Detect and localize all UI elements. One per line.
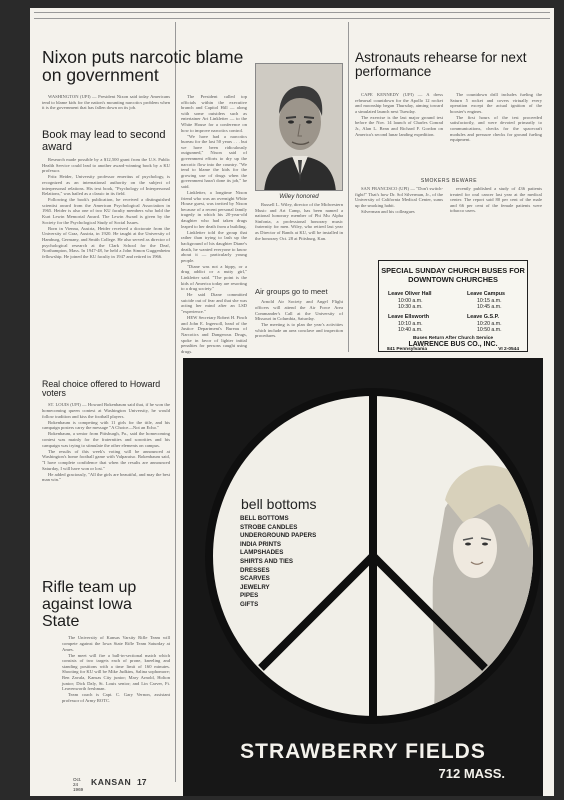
paragraph: Silverman and his colleagues [361,208,415,214]
paragraph: SAN FRANCISCO (UPI) — "Don't switch-fight!" That's how Dr. Sol Silverman, Jr., of the University of California Medical Center, sums up the smoking habit. [355,186,443,208]
astronauts-headline: Astronauts rehearse for next performance [355,50,527,80]
bus-stop [388,291,431,311]
paragraph: The President called top officials within the executive branch and Capitol Hill — along with some outsiders such as entertainer Art Linkletter — to the White House for a conference on how to improve narcotics control. [181,94,247,133]
bus-stop-name: Leave G.S.P. [467,314,499,320]
smokers-body-col1 [355,186,443,252]
paragraph: Following the book's publication, he received a distinguished scientist award from the American Psychological Association in 1965. Heider is also one of two KU faculty members who hold the Kurt Lewin Memorial Award. The Lewin Award is given by the Society for the Psychological Study of Social Issues. [42,197,170,225]
product-item: PIPES [240,592,259,600]
paragraph: CAPE KENNEDY (UPI) — A dress rehearsal countdown for the Apollo 12 rocket and moonship began Thursday, aiming toward a simulated launch next Tuesday. [355,92,443,114]
bus-address: 841 Pennsylvania [387,347,427,352]
product-item: JEWELRY [240,583,270,591]
paragraph: WASHINGTON (UPI) — President Nixon said today Americans tend to blame kids for the nation's mounting narcotics problem when it is the government that has fallen down on its job. [42,94,170,111]
folio-page-number: 17 [137,777,147,787]
smokers-headline: SMOKERS BEWARE [420,178,478,184]
nixon-body-col2 [181,94,247,356]
strawberry-fields-ad [183,358,543,796]
paragraph: Team coach is Capt. C. Gary Vernon, assistant professor of Army ROTC. [62,692,170,703]
paragraph: HEW Secretary Robert H. Finch and John E. Ingersoll, head of the Justice Department's Bureau of Narcotics and Dangerous Drugs, spoke in favor of lighter initial penalties for persons caught using drugs. [181,315,247,354]
wiley-body [255,202,343,282]
paragraph: Russell L. Wiley, director of the Midwestern Music and Art Camp, has been named a national honorary member of Phi Mu Alpha Sinfonia, a professional honorary music fraternity for men. Wiley, who retired last year as Director of Bands at KU, will be installed in the honorary Oct. 28 at Pittsburg, Kan. [255,202,343,241]
bus-ad-title: SPECIAL SUNDAY CHURCH BUSES FOR DOWNTOWN CHURCHES [381,266,525,284]
product-item: GIFTS [240,600,259,608]
airgroups-headline: Air groups go to meet [255,287,328,296]
book-article [42,130,170,360]
product-item: STROBE CANDLES [240,523,298,531]
choice-headline: Real choice offered to Howard voters [42,380,161,399]
product-item: SCARVES [240,575,270,583]
bus-time: 10:10 a.m. [398,320,423,327]
bus-time: 10:45 a.m. [477,304,502,311]
column-rule [348,22,349,352]
paragraph: The results of this week's voting will be announced at Washington's home football game with Valparaiso. Bokenbaum said, "I have complete confidence that when the results are announced Saturday, I will have won or lost." [42,448,170,471]
paragraph: The meet will fire a ball-in-sectional match which consists of two targets each of prone, kneeling and standing positions with a time limit of 160 minutes. Shooting for KU will be Mike Judkins, Salina sophomore; Ben Zavala, Kansas City junior; Mary Arnold, Holton junior; Dick Daly, St. Louis senior; and Lin Carver, Ft. Leavenworth freshman. [62,652,170,692]
bus-time: 10:20 a.m. [477,320,502,327]
paragraph: He added graciously, "All the girls are beautiful, and may the best man win." [42,471,170,483]
store-address: 712 MASS. [438,766,505,781]
store-name: STRAWBERRY FIELDS [240,740,486,763]
choice-article [42,380,170,575]
book-headline: Book may lead to second award [42,130,166,153]
paragraph: "Diane was not a hippy, or a drug addict or a nutty girl," Linkletter said. "The point is the kids of America today are resorting to a drug society." [181,263,247,292]
bus-stop [467,314,502,334]
astronauts-body-col1 [355,92,443,174]
wiley-photo [255,63,343,191]
bus-company: LAWRENCE BUS CO., INC. [408,341,498,348]
bus-time: 10:40 a.m. [398,327,423,334]
newspaper-page [30,8,554,796]
paragraph: Born in Vienna, Austria, Heider received a doctorate from the University of Graz, Austria, in 1920. He taught at the University of Hamburg, Germany, and Smith College. He also served as director of psychological research at the Clark School for the Deaf, Northampton, Mass. In 1947-48, he held a John Simon Guggenheim fellowship. He joined the KU faculty in 1947 and retired in 1966. [42,225,170,259]
bus-stop-name: Leave Campus [467,291,506,297]
top-rule [34,12,550,13]
photo-caption: Wiley honored [279,193,319,200]
paragraph: He said Diane committed suicide out of fear and that she was acting her mind after an LSD "experience." [181,292,247,315]
paragraph: The meeting is to plan the year's activities which include an area conclave and inspection procedures. [255,322,343,339]
product-item: LAMPSHADES [240,549,284,557]
top-rule-thin [34,18,550,19]
bus-time: 10:15 a.m. [477,297,502,304]
paragraph: The University of Kansas Varsity Rifle Team will compete against the Iowa State Rifle Team Saturday at Ames. [62,635,170,652]
paragraph: "We have had a narcotics bureau for the last 50 years . . . but we have been ridiculously outgunned," Nixon said of government efforts to dry up the narcotic flow into the country. "We tend to blame the kids for the growing use of drugs when the government hasn't done its job," he said. [181,133,247,189]
bus-phone: VI 2-0544 [498,347,519,352]
airgroups-article [255,284,343,356]
product-list [240,515,316,610]
bus-time: 10:30 a.m. [398,304,423,311]
bus-return-note: Buses Return After Church Service [412,336,494,341]
bus-time: 10:00 a.m. [398,297,423,304]
rifle-headline: Rifle team up against Iowa State [42,580,137,630]
column-rule [175,22,176,782]
paragraph: The countdown drill includes fueling the Saturn 5 rocket and covers virtually every operation except the actual ignition of the booster's engines. [450,92,542,114]
peace-sign-graphic [183,358,543,738]
folio-paper-name: KANSAN [91,777,132,787]
nixon-body-col1 [42,94,170,128]
bus-stop-name: Leave Ellsworth [388,314,430,320]
product-item: UNDERGROUND PAPERS [240,532,317,540]
bus-stop [467,291,505,311]
paragraph: Linkletter told the group that rather than trying to lash up the background of his daughter Diane's death, he wanted everyone to know about it — particularly young people. [181,229,247,263]
bus-stop-name: Leave Oliver Hall [388,291,432,297]
paragraph: Fritz Heider, University professor emeritus of psychology, is recognized as an international authority on the subject of interpersonal relations. His text book, "Psychology of Interpersonal Relations," was hailed as a classic in its field. [42,174,170,197]
ad-heading: bell bottoms [241,496,317,512]
folio-date-line: Oct. 24 [73,777,82,787]
bus-time: 10:50 a.m. [477,327,502,334]
bus-ad [378,260,528,352]
bus-stop [388,314,429,334]
product-item: BELL BOTTOMS [240,515,289,522]
paragraph: Linkletter, a longtime Nixon friend who was an overnight White House guest, was invited by Nixon because of a recent personal family tragedy in which his 20-year-old daughter who had taken drugs leaped to her death from a building. [181,190,247,229]
paragraph: ST. LOUIS (UPI) — Howard Bokenbaum said that, if he won the homecoming queen contest at Washington University, he would follow tradition and kiss the football players. [42,402,170,419]
smokers-body-col2 [450,186,542,252]
paragraph: Arnold Air Society and Angel Flight officers will attend the Air Force Area Commander's Call at the University of Missouri in Columbia, Saturday. [255,299,343,322]
paragraph: The first hours of the test proceeded satisfactorily, and were devoted primarily to communications, checks for the spacecraft modules and pressure checks for ground fueling equipment. [450,114,542,143]
paragraph: The exercise is the last major ground test before the Nov. 14 launch of Charles Conrad Jr., Alan L. Bean and Richard F. Gordon on America's second lunar landing expedition. [355,114,443,137]
product-item: INDIA PRINTS [240,540,282,548]
paragraph: recently published a study of 436 patients treated for oral cancer last year at the medical center. The report said 80 per cent of the male and 66 per cent of the female patients were tobacco users. [450,186,542,214]
paragraph: Bokenbaum is competing with 11 girls for the title, and his campaign posters carry the message "A Choice—Not an Echo." [42,419,170,431]
nixon-headline: Nixon puts narcotic blame on government [42,47,244,86]
product-item: DRESSES [240,566,270,574]
paragraph: Research made possible by a $12,500 grant from the U.S. Public Health Service could lead to another award-winning book by a KU professor. [42,157,170,174]
paragraph: Bokenbaum, a senior from Pittsburgh, Pa., said the homecoming contest was mainly for the fraternities and sororities and his campaign was trying to stimulate the other elements on campus. [42,431,170,448]
portrait-image [256,64,343,191]
rifle-article [42,580,170,776]
folio-date-line: 1969 [73,787,84,792]
folio-date [73,777,83,792]
astronauts-body-col2 [450,92,542,174]
product-item: SHIRTS AND TIES [240,557,294,565]
